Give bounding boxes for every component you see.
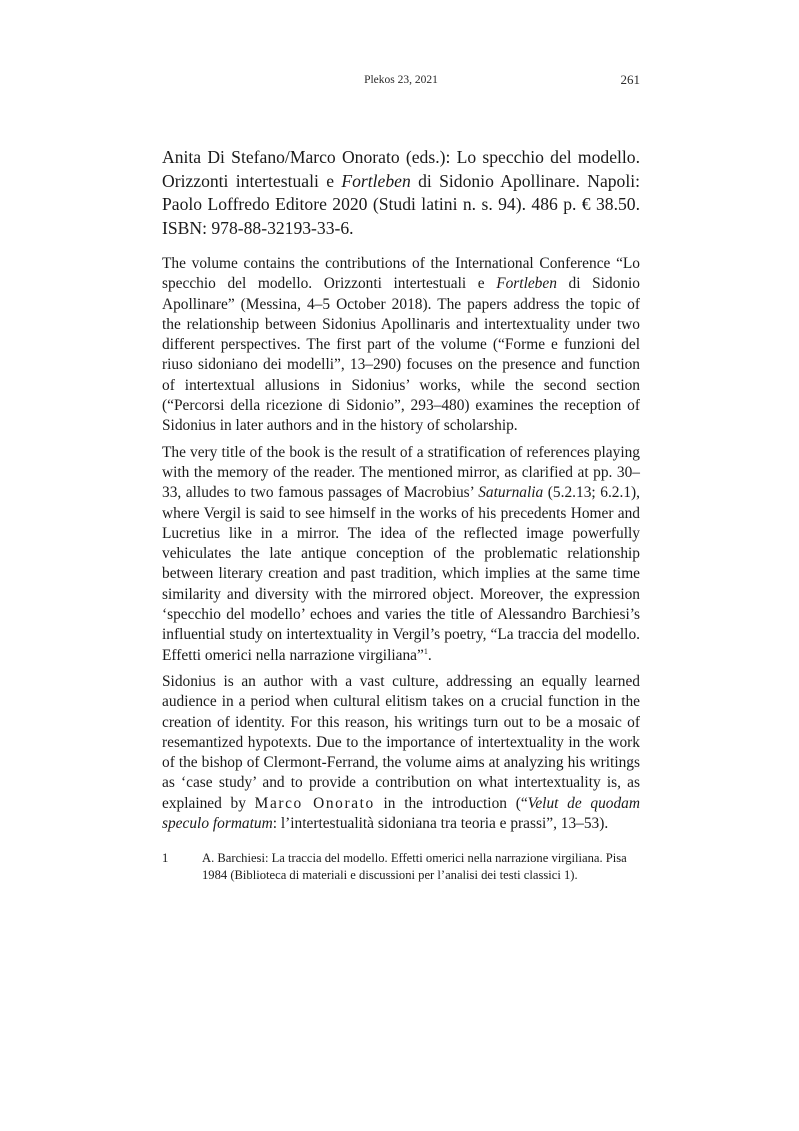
italic-run: Fortleben xyxy=(496,275,557,293)
paragraph-2 xyxy=(162,443,640,666)
title-italic: Fortleben xyxy=(341,170,411,191)
text-run: The volume contains the contributions of the International Conference “Lo specchio del modello. Orizzonti intertestuali e xyxy=(162,255,640,293)
footnote-text: A. Barchiesi: La traccia del modello. Effetti omerici nella narrazione virgiliana. Pisa 1984 (Biblioteca di materiali e discussioni per l’analisi dei testi classici 1). xyxy=(202,851,627,882)
text-run: Sidonius is an author with a vast culture, addressing an equally learned audience in a period when cultural elitism takes on a crucial function in the creation of identity. For this reason, his writings turn out to be a mosaic of resemantized hypotexts. Due to the importance of intertextuality in the work of the bishop of Clermont-Ferrand, the volume aims at analyzing his writings as ‘case study’ and to provide a contribution on what intertextuality is, as explained by xyxy=(162,672,640,812)
author-name: Marco Onorato xyxy=(254,794,375,812)
footnote xyxy=(162,850,640,884)
running-head: Plekos 23, 2021 xyxy=(364,74,438,86)
footnote-reference[interactable]: 1 xyxy=(423,646,428,656)
text-run: . xyxy=(427,646,432,664)
text-run: : l’intertestualità sidoniana tra teoria e prassi”, 13–53). xyxy=(272,815,609,833)
review-title xyxy=(162,146,640,240)
paragraph-3 xyxy=(162,672,640,834)
title-text: Anita Di Stefano/Marco Onorato (eds.): Lo specchio del modello. Orizzonti intertestuali e xyxy=(162,147,640,191)
italic-run: Velut de quodam speculo formatum xyxy=(162,794,640,833)
page-header xyxy=(162,74,640,94)
page-number: 261 xyxy=(620,72,640,87)
text-run: The very title of the book is the result of a stratification of references playing with the memory of the reader. The mentioned mirror, as clarified at pp. 30–33, alludes to two famous passages of Macrobius’ xyxy=(162,443,640,502)
footnote-number: 1 xyxy=(162,851,169,865)
text-run: in the introduction (“ xyxy=(374,794,528,812)
text-run: (5.2.13; 6.2.1), where Vergil is said to see himself in the works of his precedents Homer and Lucretius like in a mirror. The idea of the reflected image powerfully vehiculates the late antique conception of the problematic relationship between literary creation and past tradition, which implies at the same time similarity and diversity with the mirrored object. Moreover, the expression ‘specchio del modello’ echoes and varies the title of Alessandro Barchiesi’s influential study on intertextuality in Vergil’s poetry, “La traccia del modello. Effetti omerici nella narrazione virgiliana” xyxy=(162,484,641,664)
paragraph-1 xyxy=(162,254,640,437)
text-run: di Sidonio Apollinare” (Messina, 4–5 October 2018). The papers address the topic of the relationship between Sidonius Apollinaris and intertextuality under two different perspectives. The first part of the volume (“Forme e funzioni del riuso sidoniano dei modelli”, 13–290) focuses on the presence and function of intertextual allusions in Sidonius’ works, while the second section (“Percorsi della ricezione di Sidonio”, 293–480) examines the reception of Sidonius in later authors and in the history of scholarship. xyxy=(162,275,640,435)
review-body xyxy=(162,254,640,840)
title-text-end: di Sidonio Apollinare. Napoli: Paolo Loffredo Editore 2020 (Studi latini n. s. 94). 486 p. € 38.50. ISBN: 978-88-32193-33-6. xyxy=(162,170,641,238)
italic-run: Saturnalia xyxy=(478,484,544,502)
